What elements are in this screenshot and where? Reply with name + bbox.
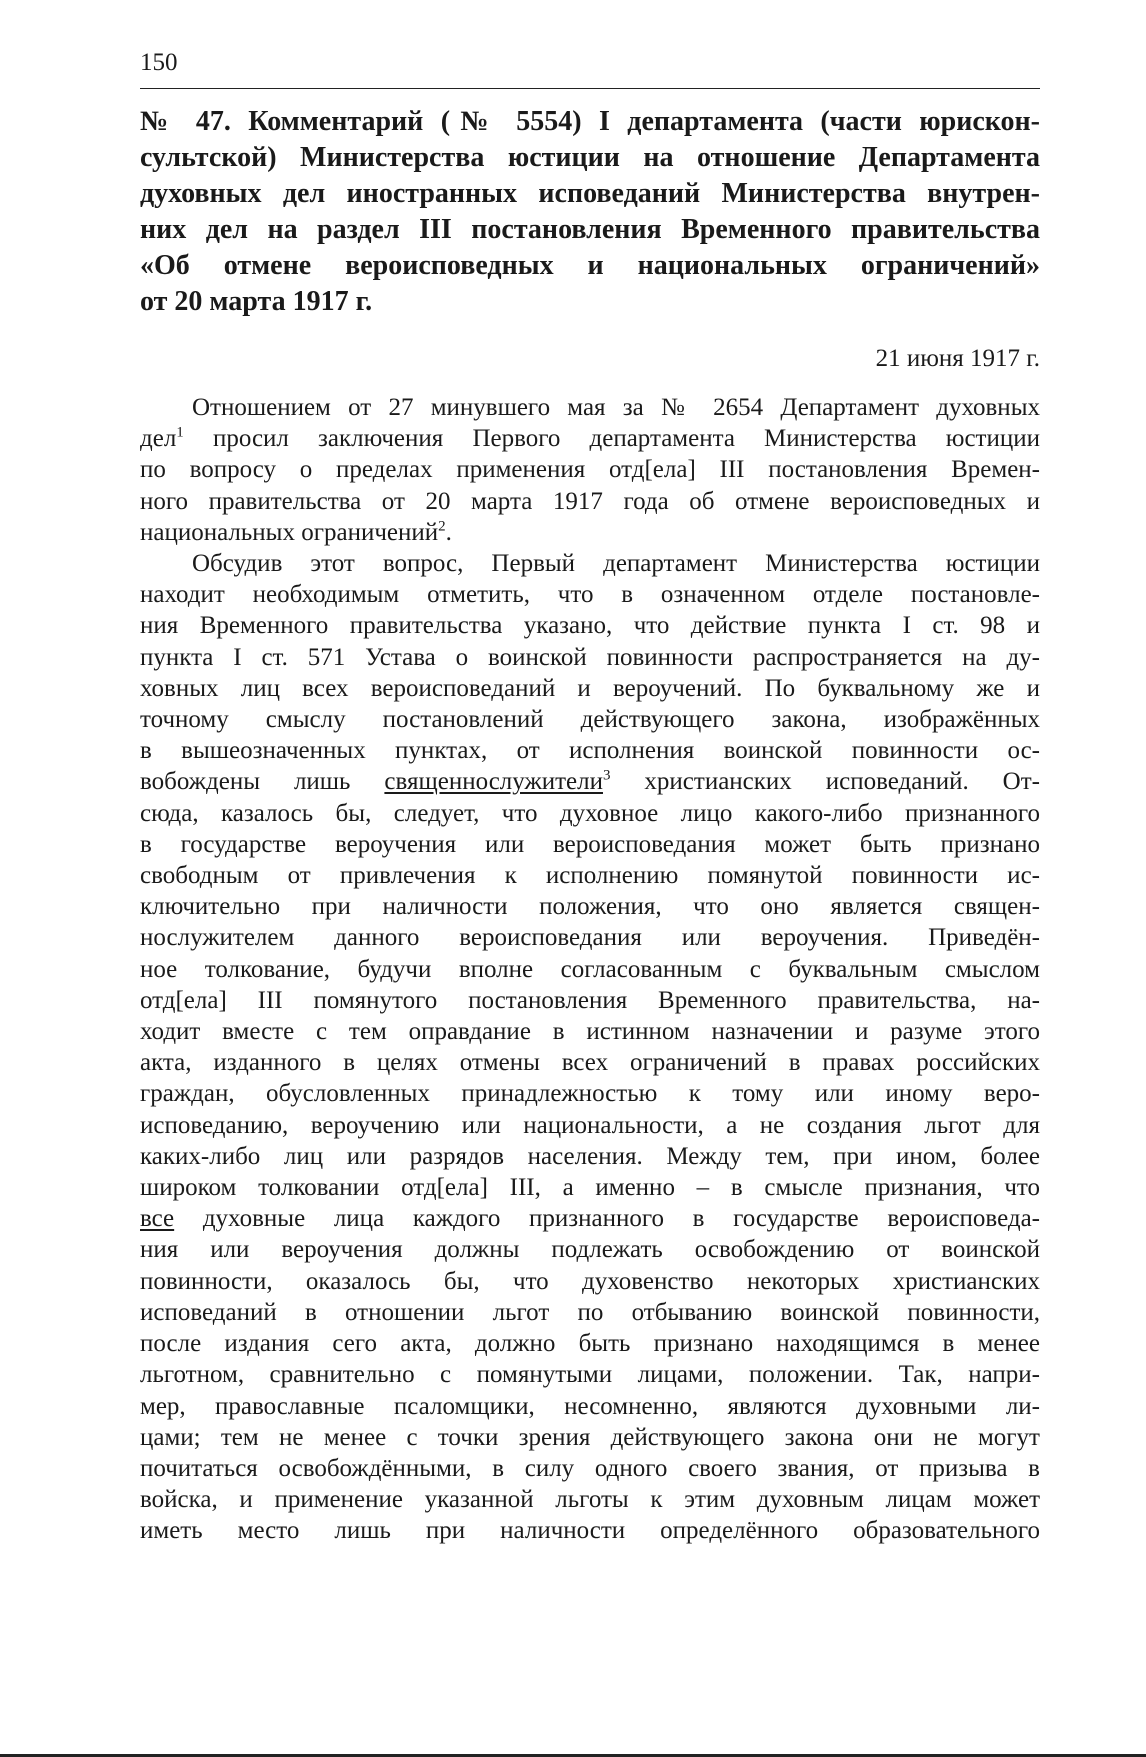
- heading-line: сультской) Министерства юстиции на отношение Департамента: [140, 142, 1040, 173]
- text-line: граждан, обусловленных принадлежностью к тому или иному веро-: [140, 1080, 1040, 1108]
- text-line: нослужителем данного вероисповедания или вероучения. Приведён-: [140, 924, 1040, 952]
- text-line: повинности, оказалось бы, что духовенство некоторых христианских: [140, 1267, 1040, 1295]
- underlined-word: священнослужители: [384, 768, 603, 796]
- text-line: дел$^1$ просил заключения Первого департамента Министерства юстиции: [140, 424, 1040, 453]
- heading-line: духовных дел иностранных исповеданий Министерства внутрен-: [140, 178, 1040, 209]
- text-line: ховных лиц всех вероисповеданий и вероучений. По буквальному же и: [140, 674, 1040, 702]
- text-line: вобождены лишь священнослужители$^3$ христианских исповеданий. От-: [140, 768, 1040, 796]
- text-line: свободным от привлечения к исполнению помянутой повинности ис-: [140, 862, 1040, 890]
- text-line: мер, православные псаломщики, несомненно, являются духовными ли-: [140, 1392, 1040, 1420]
- text-line: ного правительства от 20 марта 1917 года об отмене вероисповедных и: [140, 487, 1040, 515]
- body-text: [140, 392, 1040, 1547]
- text-line: находит необходимым отметить, что в означенном отделе постановле-: [140, 581, 1040, 609]
- footnote-mark[interactable]: 2: [438, 518, 446, 535]
- text-line: цами; тем не менее с точки зрения действующего закона они не могут: [140, 1423, 1040, 1451]
- text-line: по вопросу о пределах применения отд[ела] III постановления Времен-: [140, 456, 1040, 484]
- text-line: ное толкование, будучи вполне согласованным с буквальным смыслом: [140, 955, 1040, 983]
- text-line: сюда, казалось бы, следует, что духовное лицо какого-либо признанного: [140, 799, 1040, 827]
- text-line: Отношением от 27 минувшего мая за № 2654 Департамент духовных: [192, 394, 1040, 421]
- page-number: 150: [140, 49, 178, 76]
- text-line: пункта I ст. 571 Устава о воинской повинности распространяется на ду-: [140, 643, 1040, 671]
- text-line: каких-либо лиц или разрядов населения. Между тем, при ином, более: [140, 1142, 1040, 1170]
- text-line: ходит вместе с тем оправдание в истинном назначении и разуме этого: [140, 1018, 1040, 1046]
- text-line: в государстве вероучения или вероисповедания может быть признано: [140, 830, 1040, 858]
- text-line: национальных ограничений$^2$.: [140, 518, 452, 546]
- text-line: иметь место лишь при наличности определённого образовательного: [140, 1517, 1040, 1545]
- text-line: почитаться освобождёнными, в силу одного своего звания, от призыва в: [140, 1454, 1040, 1482]
- text-line: все духовные лица каждого признанного в государстве вероисповеда-: [140, 1205, 1040, 1233]
- text-line: ключительно при наличности положения, что оно является священ-: [140, 893, 1040, 921]
- text-line: ния Временного правительства указано, что действие пункта I ст. 98 и: [140, 612, 1040, 640]
- text-line: ния или вероучения должны подлежать освобождению от воинской: [140, 1236, 1040, 1264]
- text-line: отд[ела] III помянутого постановления Временного правительства, на-: [140, 986, 1040, 1014]
- footnote-mark[interactable]: 1: [176, 424, 184, 441]
- heading-line: № 47. Комментарий (№ 5554) I департамента (части юрискон-: [140, 106, 1040, 137]
- text-line: после издания сего акта, должно быть признано находящимся в менее: [140, 1330, 1040, 1358]
- paragraph-2: [140, 548, 1040, 1547]
- text-line: акта, изданного в целях отмены всех ограничений в правах российских: [140, 1049, 1040, 1077]
- footnote-mark[interactable]: 3: [602, 768, 611, 785]
- document-date: 21 июня 1917 г.: [875, 345, 1040, 372]
- text-line: исповеданий в отношении льгот по отбыванию воинской повинности,: [140, 1298, 1040, 1326]
- paragraph-1: [140, 392, 1040, 548]
- document-heading: [140, 104, 1040, 320]
- text-line: исповеданию, вероучению или национальности, а не создания льгот для: [140, 1111, 1040, 1139]
- header-rule: [140, 88, 1040, 89]
- heading-line: них дел на раздел III постановления Временного правительства: [140, 214, 1040, 245]
- text-line: льготном, сравнительно с помянутыми лицами, положении. Так, напри-: [140, 1361, 1040, 1389]
- text-line: в вышеозначенных пунктах, от исполнения воинской повинности ос-: [140, 737, 1040, 765]
- heading-line: от 20 марта 1917 г.: [140, 286, 373, 317]
- text-line: войска, и применение указанной льготы к этим духовным лицам может: [140, 1486, 1040, 1514]
- text-line: широком толковании отд[ела] III, а именно – в смысле признания, что: [140, 1174, 1040, 1202]
- heading-line: «Об отмене вероисповедных и национальных ограничений»: [140, 250, 1040, 281]
- text-line: точному смыслу постановлений действующего закона, изображённых: [140, 706, 1040, 734]
- text-line: Обсудив этот вопрос, Первый департамент Министерства юстиции: [192, 550, 1040, 578]
- underlined-word: все: [140, 1205, 175, 1233]
